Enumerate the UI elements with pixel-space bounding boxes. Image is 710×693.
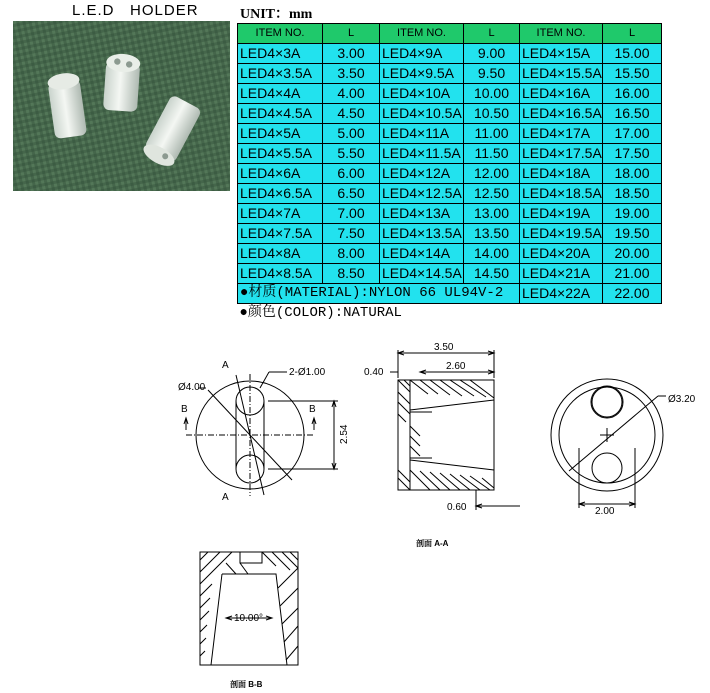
length-cell: 6.50 <box>323 184 380 204</box>
length-cell: 22.00 <box>603 284 662 304</box>
table-row <box>238 204 662 224</box>
item-no-cell: LED4×5.5A <box>238 144 323 164</box>
item-no-cell: LED4×11.5A <box>380 144 464 164</box>
item-no-cell: LED4×12.5A <box>380 184 464 204</box>
length-cell: 14.50 <box>464 264 520 284</box>
length-cell: 20.00 <box>603 244 662 264</box>
item-no-cell: LED4×17.5A <box>520 144 603 164</box>
length-cell: 9.50 <box>464 64 520 84</box>
item-no-cell: LED4×4.5A <box>238 104 323 124</box>
dim-right-width: 2.00 <box>595 506 615 517</box>
section-mark-a-top: A <box>222 360 229 371</box>
table-row <box>238 84 662 104</box>
item-no-cell: LED4×16A <box>520 84 603 104</box>
item-no-cell: LED4×9.5A <box>380 64 464 84</box>
item-no-cell: LED4×17A <box>520 124 603 144</box>
length-cell: 11.50 <box>464 144 520 164</box>
length-cell: 18.00 <box>603 164 662 184</box>
item-no-cell: LED4×12A <box>380 164 464 184</box>
length-cell: 11.00 <box>464 124 520 144</box>
length-cell: 12.00 <box>464 164 520 184</box>
dim-holes: 2-Ø1.00 <box>289 367 326 378</box>
front-view <box>184 372 338 496</box>
table-header-row <box>238 24 662 44</box>
item-no-cell: LED4×15A <box>520 44 603 64</box>
item-no-cell: LED4×9A <box>380 44 464 64</box>
item-no-cell: LED4×10A <box>380 84 464 104</box>
item-no-cell: LED4×18.5A <box>520 184 603 204</box>
rear-view <box>551 379 666 508</box>
dim-right-diameter: Ø3.20 <box>668 394 696 405</box>
dim-length-total: 3.50 <box>434 342 454 353</box>
table-row <box>238 144 662 164</box>
item-no-cell: LED4×3A <box>238 44 323 64</box>
item-no-cell: LED4×7A <box>238 204 323 224</box>
caption-section-bb: 剖面 B-B <box>230 680 263 689</box>
length-cell: 13.00 <box>464 204 520 224</box>
item-no-cell: LED4×3.5A <box>238 64 323 84</box>
item-no-cell: LED4×21A <box>520 264 603 284</box>
length-cell: 3.50 <box>323 64 380 84</box>
length-cell: 7.00 <box>323 204 380 224</box>
dim-bottom: 0.60 <box>447 502 467 513</box>
item-no-cell: LED4×7.5A <box>238 224 323 244</box>
section-mark-a-bottom: A <box>222 492 229 503</box>
item-no-cell: LED4×14.5A <box>380 264 464 284</box>
length-cell: 10.50 <box>464 104 520 124</box>
section-aa-view <box>390 350 520 510</box>
item-no-cell: LED4×16.5A <box>520 104 603 124</box>
length-cell: 8.50 <box>323 264 380 284</box>
item-no-cell: LED4×8.5A <box>238 264 323 284</box>
length-cell: 4.50 <box>323 104 380 124</box>
length-cell: 7.50 <box>323 224 380 244</box>
col-header: ITEM NO. <box>520 24 603 44</box>
page-title: L.E.D HOLDER <box>72 2 199 19</box>
length-cell: 21.00 <box>603 264 662 284</box>
item-no-cell: LED4×14A <box>380 244 464 264</box>
length-cell: 8.00 <box>323 244 380 264</box>
item-no-cell: LED4×15.5A <box>520 64 603 84</box>
item-no-cell: LED4×11A <box>380 124 464 144</box>
spec-table <box>237 23 662 323</box>
table-row <box>238 184 662 204</box>
color-note: ●颜色(COLOR):NATURAL <box>239 305 402 321</box>
material-note: ●材质(MATERIAL):NYLON 66 UL94V-2 <box>238 284 520 304</box>
length-cell: 16.00 <box>603 84 662 104</box>
item-no-cell: LED4×18A <box>520 164 603 184</box>
item-no-cell: LED4×20A <box>520 244 603 264</box>
length-cell: 9.00 <box>464 44 520 64</box>
item-no-cell: LED4×13.5A <box>380 224 464 244</box>
length-cell: 12.50 <box>464 184 520 204</box>
item-no-cell: LED4×4A <box>238 84 323 104</box>
length-cell: 6.00 <box>323 164 380 184</box>
col-header: L <box>464 24 520 44</box>
item-no-cell: LED4×5A <box>238 124 323 144</box>
item-no-cell: LED4×10.5A <box>380 104 464 124</box>
length-cell: 14.00 <box>464 244 520 264</box>
unit-label: UNIT：mm <box>240 7 313 22</box>
length-cell: 5.00 <box>323 124 380 144</box>
col-header: ITEM NO. <box>238 24 323 44</box>
length-cell: 16.50 <box>603 104 662 124</box>
color-row <box>238 304 662 324</box>
col-header: L <box>323 24 380 44</box>
item-no-cell: LED4×19A <box>520 204 603 224</box>
item-no-cell: LED4×8A <box>238 244 323 264</box>
item-no-cell: LED4×19.5A <box>520 224 603 244</box>
section-bb-view <box>200 552 298 665</box>
length-cell: 3.00 <box>323 44 380 64</box>
item-no-cell: LED4×22A <box>520 284 603 304</box>
table-row <box>238 44 662 64</box>
col-header: ITEM NO. <box>380 24 464 44</box>
length-cell: 17.00 <box>603 124 662 144</box>
table-row <box>238 244 662 264</box>
table-row <box>238 104 662 124</box>
dim-angle: 10.00° <box>234 613 264 624</box>
item-no-cell: LED4×13A <box>380 204 464 224</box>
table-row <box>238 64 662 84</box>
dim-pitch: 2.54 <box>339 424 350 444</box>
length-cell: 13.50 <box>464 224 520 244</box>
section-mark-b-left: B <box>181 404 188 415</box>
length-cell: 19.50 <box>603 224 662 244</box>
material-row <box>238 284 662 304</box>
length-cell: 17.50 <box>603 144 662 164</box>
length-cell: 4.00 <box>323 84 380 104</box>
table-row <box>238 264 662 284</box>
length-cell: 19.00 <box>603 204 662 224</box>
technical-drawing <box>0 330 710 693</box>
item-no-cell: LED4×6.5A <box>238 184 323 204</box>
table-row <box>238 224 662 244</box>
table-row <box>238 164 662 184</box>
caption-section-aa: 剖面 A-A <box>416 539 449 548</box>
length-cell: 15.00 <box>603 44 662 64</box>
length-cell: 18.50 <box>603 184 662 204</box>
col-header: L <box>603 24 662 44</box>
section-mark-b-right: B <box>309 404 316 415</box>
dim-flange: 0.40 <box>364 367 384 378</box>
product-photo <box>13 21 230 191</box>
table-row <box>238 124 662 144</box>
length-cell: 10.00 <box>464 84 520 104</box>
dim-length-inner: 2.60 <box>446 361 466 372</box>
item-no-cell: LED4×6A <box>238 164 323 184</box>
dim-outer-diameter: Ø4.00 <box>178 382 206 393</box>
length-cell: 5.50 <box>323 144 380 164</box>
length-cell: 15.50 <box>603 64 662 84</box>
